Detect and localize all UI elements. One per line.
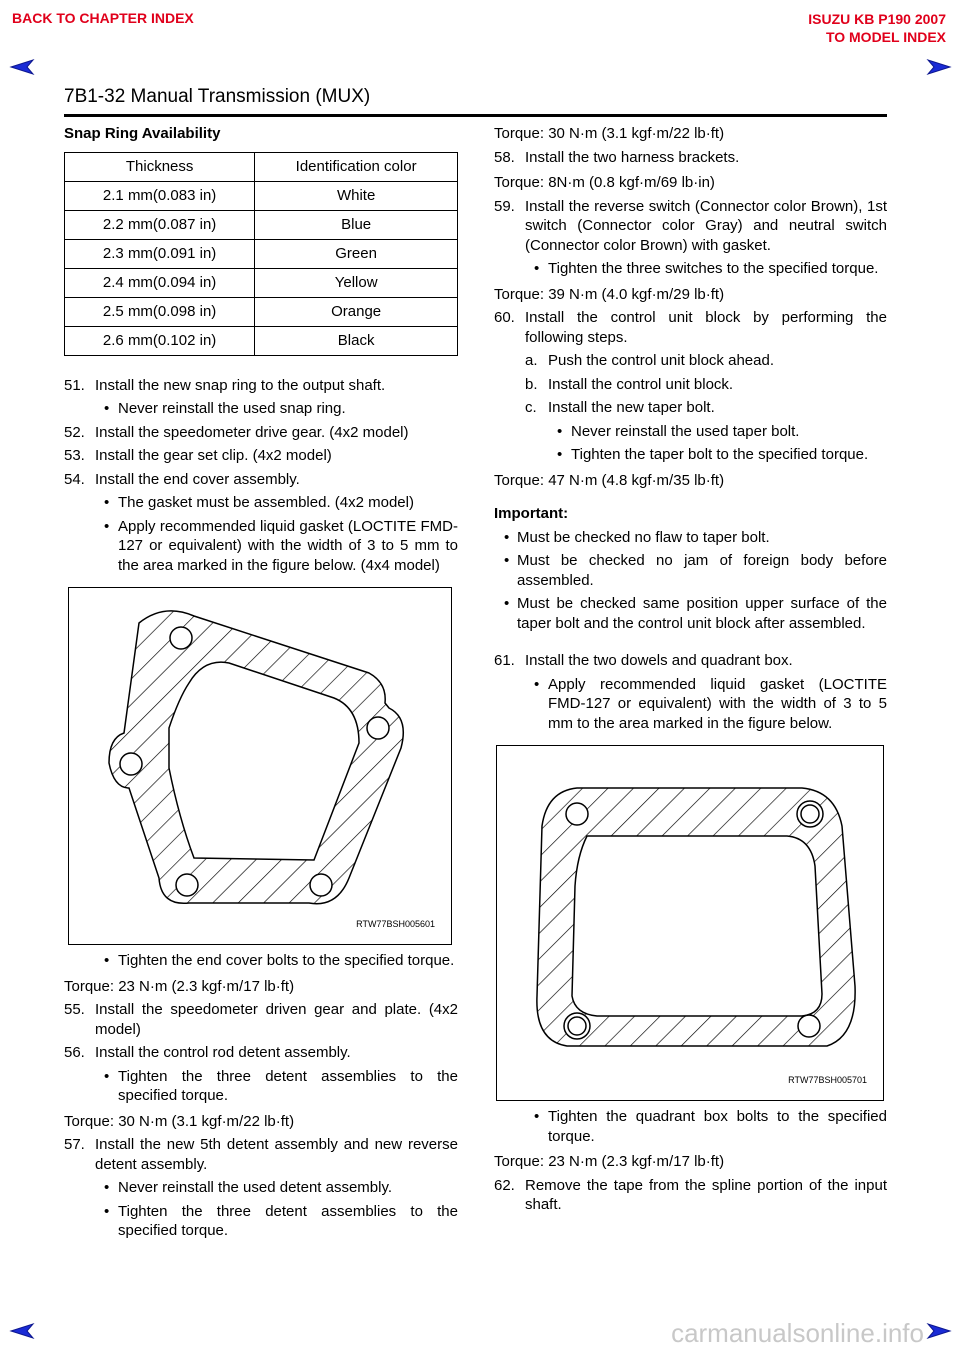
bullet-text: Must be checked no jam of foreign body before assembled. (517, 552, 887, 589)
step-55 (64, 1000, 458, 1039)
bullet-text: Never reinstall the used snap ring. (118, 400, 346, 417)
step-text: Install the gear set clip. (4x2 model) (95, 447, 332, 464)
bullet-text: Tighten the taper bolt to the specified torque. (571, 446, 869, 463)
step-number: 51. (64, 376, 85, 394)
torque-spec: Torque: 23 N·m (2.3 kgf·m/17 lb·ft) (64, 977, 295, 995)
table-cell: 2.4 mm(0.094 in) (65, 268, 255, 297)
table-cell: 2.1 mm(0.083 in) (65, 181, 255, 210)
sub-step (494, 398, 887, 418)
bullet-text: Tighten the three detent assemblies to the specified torque. (118, 1067, 458, 1104)
table-cell: Orange (255, 297, 458, 326)
table-header-row (65, 152, 458, 181)
next-page-bottom-arrow-icon[interactable] (926, 1322, 952, 1340)
step-text: Install the end cover assembly. (95, 470, 300, 488)
step-text: Install the two dowels and quadrant box. (525, 652, 793, 669)
important-item: • Must be checked same position upper surface of the taper bolt and the control unit block after assembled. (504, 595, 887, 632)
step-number: 61. (494, 652, 515, 669)
table-row (65, 181, 458, 210)
bullet-text: Apply recommended liquid gasket (LOCTITE FMD-127 or equivalent) with the width of 3 to 5 mm to the area marked in the figure below. (548, 675, 887, 732)
model-title[interactable]: ISUZU KB P190 2007 (808, 11, 946, 27)
to-model-index-link[interactable]: TO MODEL INDEX (825, 29, 946, 45)
quadrant-box-gasket-diagram (497, 746, 883, 1100)
figure-caption: RTW77BSH005601 (356, 918, 435, 929)
important-item: • Must be checked no flaw to taper bolt. (504, 528, 770, 546)
figure-caption: RTW77BSH005701 (788, 1074, 867, 1085)
step-text: Install the control unit block by performing the following steps. (525, 309, 887, 346)
title-rule (64, 114, 887, 117)
table-cell: Black (255, 326, 458, 355)
watermark: carmanualsonline.info (671, 1318, 924, 1348)
table-row (65, 297, 458, 326)
table-row (65, 239, 458, 268)
sub-step-letter: b. (525, 375, 538, 393)
step-text: Remove the tape from the spline portion of the input shaft. (525, 1176, 887, 1213)
table-row (65, 210, 458, 239)
step-54 (64, 470, 458, 490)
end-cover-gasket-diagram (69, 588, 451, 944)
end-cover-gasket-figure (68, 587, 452, 945)
prev-page-arrow-icon[interactable] (9, 58, 35, 76)
torque-spec: Torque: 47 N·m (4.8 kgf·m/35 lb·ft) (494, 471, 725, 489)
bullet-item: • Tighten the quadrant box bolts to the specified torque. (534, 1108, 887, 1145)
bullet-item: • Tighten the end cover bolts to the specified torque. (104, 952, 455, 969)
step-number: 55. (64, 1001, 85, 1018)
table-cell: 2.6 mm(0.102 in) (65, 326, 255, 355)
bullet-item: • Tighten the three detent assemblies to the specified torque. (104, 1202, 458, 1239)
column-header: Identification color (255, 152, 458, 181)
important-heading: Important: (494, 505, 569, 522)
step-number: 52. (64, 423, 85, 441)
step-text: Install the reverse switch (Connector color Brown), 1st switch (Connector color Gray) and neutral switch (Connector color Brown) with gasket. (525, 197, 887, 254)
sub-step-letter: a. (525, 352, 538, 369)
next-page-arrow-icon[interactable] (926, 58, 952, 76)
prev-page-bottom-arrow-icon[interactable] (9, 1322, 35, 1340)
step-58 (494, 148, 887, 168)
quadrant-box-gasket-figure (496, 745, 884, 1101)
bullet-text: Tighten the three switches to the specified torque. (548, 260, 879, 277)
step-57 (64, 1135, 458, 1174)
bullet-text: The gasket must be assembled. (4x2 model) (118, 494, 414, 511)
step-56 (64, 1043, 458, 1063)
bullet-item: • Apply recommended liquid gasket (LOCTITE FMD-127 or equivalent) with the width of 3 to 5 mm to the area marked in the figure below. (4x4 model) (104, 517, 458, 574)
bullet-item: • Tighten the three detent assemblies to the specified torque. (104, 1067, 458, 1104)
bullet-item: • The gasket must be assembled. (4x2 model) (104, 494, 414, 511)
step-number: 59. (494, 197, 515, 215)
table-cell: Blue (255, 210, 458, 239)
step-61 (494, 651, 887, 671)
bullet-item: • Never reinstall the used taper bolt. (557, 422, 800, 440)
step-text: Install the control rod detent assembly. (95, 1044, 351, 1061)
torque-spec: Torque: 30 N·m (3.1 kgf·m/22 lb·ft) (64, 1112, 295, 1130)
step-53 (64, 446, 458, 466)
bullet-text: Must be checked same position upper surface of the taper bolt and the control unit block after assembled. (517, 595, 887, 632)
table-cell: 2.5 mm(0.098 in) (65, 297, 255, 326)
step-number: 54. (64, 470, 85, 488)
torque-spec: Torque: 30 N·m (3.1 kgf·m/22 lb·ft) (494, 125, 725, 142)
step-text: Install the speedometer driven gear and plate. (4x2 model) (95, 1001, 458, 1038)
step-52 (64, 423, 458, 443)
bullet-item: • Tighten the taper bolt to the specified torque. (557, 446, 869, 463)
step-number: 56. (64, 1044, 85, 1061)
sub-step-text: Push the control unit block ahead. (548, 352, 774, 369)
sub-step (494, 375, 887, 395)
table-row (65, 326, 458, 355)
bullet-text: Must be checked no flaw to taper bolt. (517, 528, 770, 546)
bullet-text: Tighten the end cover bolts to the specified torque. (118, 952, 455, 969)
table-cell: White (255, 181, 458, 210)
column-header: Thickness (65, 152, 255, 181)
step-text: Install the two harness brackets. (525, 148, 740, 166)
step-number: 53. (64, 447, 85, 464)
right-column (494, 124, 887, 1215)
sub-step (494, 351, 887, 371)
bullet-text: Never reinstall the used taper bolt. (571, 422, 800, 440)
table-cell: Yellow (255, 268, 458, 297)
snap-ring-heading: Snap Ring Availability (64, 125, 221, 142)
table-cell: 2.2 mm(0.087 in) (65, 210, 255, 239)
torque-spec: Torque: 8N·m (0.8 kgf·m/69 lb·in) (494, 174, 715, 191)
step-number: 57. (64, 1136, 85, 1153)
bullet-text: Apply recommended liquid gasket (LOCTITE FMD-127 or equivalent) with the width of 3 to 5 mm to the area marked in the figure below. (4x4 model) (118, 517, 458, 574)
step-62 (494, 1176, 887, 1215)
torque-spec: Torque: 23 N·m (2.3 kgf·m/17 lb·ft) (494, 1153, 725, 1170)
step-51 (64, 376, 458, 396)
bullet-item: • Never reinstall the used snap ring. (104, 400, 346, 417)
step-59 (494, 197, 887, 256)
bullet-item: • Never reinstall the used detent assembly. (104, 1179, 393, 1196)
step-text: Install the new snap ring to the output shaft. (95, 376, 386, 394)
snap-ring-table (64, 152, 458, 356)
bullet-item: • Tighten the three switches to the specified torque. (534, 260, 879, 277)
back-to-chapter-link[interactable]: BACK TO CHAPTER INDEX (12, 10, 194, 26)
step-text: Install the speedometer drive gear. (4x2 model) (95, 423, 409, 441)
important-item: • Must be checked no jam of foreign body before assembled. (504, 552, 887, 589)
step-60 (494, 308, 887, 347)
step-number: 58. (494, 148, 515, 166)
bullet-text: Tighten the quadrant box bolts to the specified torque. (548, 1108, 887, 1145)
page-title: 7B1-32 Manual Transmission (MUX) (64, 86, 371, 107)
table-cell: 2.3 mm(0.091 in) (65, 239, 255, 268)
sub-step-text: Install the new taper bolt. (548, 399, 715, 416)
table-row (65, 268, 458, 297)
table-cell: Green (255, 239, 458, 268)
torque-spec: Torque: 39 N·m (4.0 kgf·m/29 lb·ft) (494, 285, 725, 303)
step-number: 62. (494, 1176, 515, 1194)
sub-step-letter: c. (525, 399, 537, 416)
sub-step-text: Install the control unit block. (548, 375, 734, 393)
bullet-item: • Apply recommended liquid gasket (LOCTITE FMD-127 or equivalent) with the width of 3 to 5 mm to the area marked in the figure below. (534, 675, 887, 732)
left-column (64, 124, 458, 1241)
step-number: 60. (494, 309, 515, 326)
bullet-text: Never reinstall the used detent assembly. (118, 1179, 393, 1196)
bullet-text: Tighten the three detent assemblies to the specified torque. (118, 1202, 458, 1239)
step-text: Install the new 5th detent assembly and new reverse detent assembly. (95, 1136, 458, 1173)
